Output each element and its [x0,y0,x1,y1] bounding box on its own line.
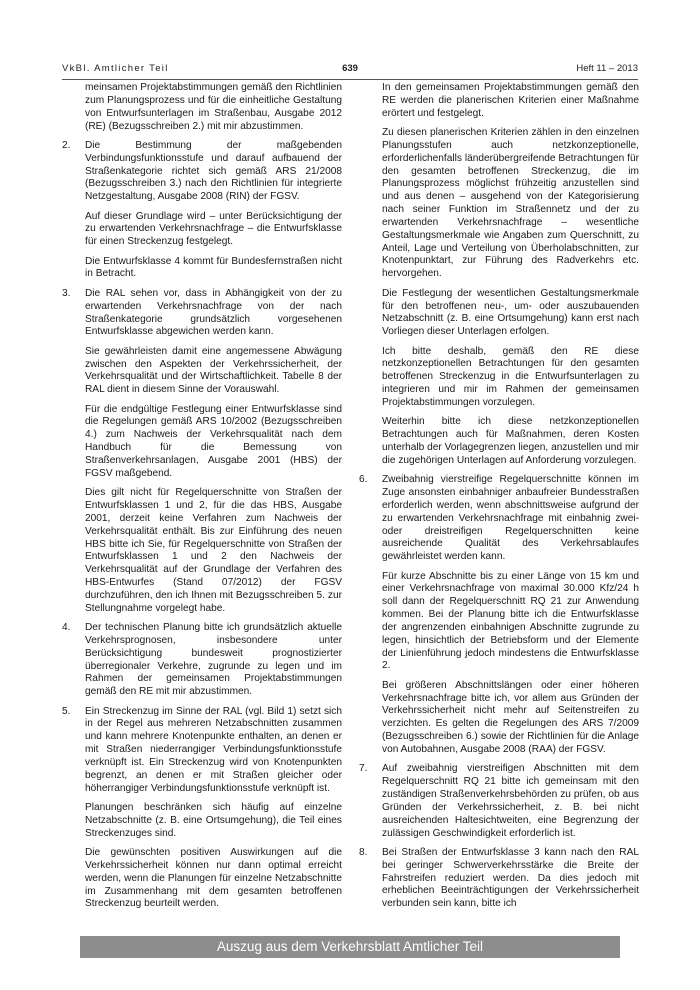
item-number: 6. [359,474,368,486]
list-item-3 [62,288,342,616]
paragraph: Planungen beschränken sich häufig auf einzelne Netzabschnitte (z. B. eine Ortsumgehung), die Teil eines Streckenzuges sind. [85,802,342,839]
right-column [359,82,639,918]
paragraph: Die RAL sehen vor, dass in Abhängigkeit von der zu erwartenden Verkehrsnachfrage von der nach Straßenkategorie grundsätzlich vorgesehenen Entwurfsklasse abgewichen werden kann. [85,287,342,338]
paragraph: Ein Streckenzug im Sinne der RAL (vgl. Bild 1) setzt sich in der Regel aus mehreren Netzabschnitten zusammen und kann mehrere Knotenpunkte enthalten, an denen er mit Straßen niederrangiger Verbindungsfunktionsstufe verknüpft ist. Ein Streckenzug wird von Knotenpunkten begrenzt, an denen er mit Straßen gleicher oder höherrangiger Verbindungsfunktionsstufe verknüpft ist. [85,705,342,794]
paragraph: Zu diesen planerischen Kriterien zählen in den einzelnen Planungsstufen auch netzkonzeptionelle, erforderlichenfalls länderübergreifende Betrachtungen für den gesamten betroffenen Streckenzug, die im Planungsprozess möglichst frühzeitig anzustellen sind und aus denen – ausgehend von der Kategorisierung nach seiner Funktion im Straßennetz und der zu erwartenden Verkehrsnachfrage – wesentliche Gestaltungsmerkmale wie Angaben zum Querschnitt, zu Anteil, Lage und Verteilung von Überholabschnitten, zur Knotenpunktart, zur Führung des Radverkehrs etc. hervorgehen. [382,127,639,280]
paragraph: Die Entwurfsklasse 4 kommt für Bundesfernstraßen nicht in Betracht. [85,255,342,280]
paragraph: Für die endgültige Festlegung einer Entwurfsklasse sind die Regelungen gemäß ARS 10/2002 (Bezugsschreiben 4.) zum Nachweis der Verkehrsqualität nach dem Handbuch für die Bemessung von Straßenverkehrsanlagen, Ausgabe 2001 (HBS) der FGSV maßgebend. [85,403,342,479]
paragraph: Bei größeren Abschnittslängen oder einer höheren Verkehrsnachfrage bitte ich, vor allem aus Gründen der Verkehrssicherheit nicht mehr auf Seitenstreifen zu verzichten. Es gelten die Regelungen des ARS 7/2009 (Bezugsschreiben 6.) sowie der Richtlinien für die Anlage von Autobahnen, Ausgabe 2008 (RAA) der FGSV. [382,679,639,755]
list-item-8 [359,847,639,911]
page-number: 639 [342,63,358,74]
item-number: 3. [62,287,71,299]
page-header [62,62,638,76]
item-number: 8. [359,846,368,858]
list-item-5 [62,706,342,912]
paragraph: Dies gilt nicht für Regelquerschnitte von Straßen der Entwurfsklassen 1 und 2, für die das HBS, Ausgabe 2001, derzeit keine Verfahren zum Nachweis der Verkehrsqualität enthält. Bis zur Einführung des neuen HBS bitte ich Sie, für Regelquerschnitte von Straßen der Entwurfsklassen 1 und 2 den Nachweis der Verkehrsqualität auf der Grundlage der Verfahren des HBS-Entwurfes (Stand 07/2012) der FGSV durchzuführen, den ich Ihnen mit Bezugsschreiben 5. zur Stellungnahme vorgelegt habe. [85,487,342,614]
paragraph: Bei Straßen der Entwurfsklasse 3 kann nach den RAL bei geringer Schwerverkehrsstärke die Breite der Fahrstreifen reduziert werden. Da dies jedoch mit erheblichen Beeinträchtigungen der Verkehrssicherheit verbunden sein kann, bitte ich [382,846,639,910]
list-item-7 [359,763,639,840]
paragraph: Der technischen Planung bitte ich grundsätzlich aktuelle Verkehrsprognosen, insbesondere unter Berücksichtigung bundesweit prognostizierter überregionaler Verkehre, zugrunde zu legen und im Rahmen der gemeinsamen Projektabstimmungen gemäß den RE mit mir abzustimmen. [85,622,342,698]
paragraph: Zweibahnig vierstreifige Regelquerschnitte können im Zuge ansonsten einbahniger anbaufreier Bundesstraßen erforderlich werden, wenn abschnittsweise aufgrund der zu erwartenden Verkehrsnachfrage mit einbahnig zwei- oder dreistreifigen Regelquerschnitten keine ausreichende Qualität des Verkehrsablaufes gewährleistet werden kann. [382,474,639,563]
paragraph: Sie gewährleisten damit eine angemessene Abwägung zwischen den Aspekten der Verkehrssicherheit, der Verkehrsqualität und der Wirtschaftlichkeit. Tabelle 8 der RAL dient in diesem Sinne der Vorauswahl. [85,345,342,396]
left-column [62,82,342,918]
item-number: 5. [62,705,71,717]
paragraph: Auf dieser Grundlage wird – unter Berücksichtigung der zu erwartenden Verkehrsnachfrage – die Entwurfsklasse für einen Streckenzug festgelegt. [85,210,342,248]
paragraph: Für kurze Abschnitte bis zu einer Länge von 15 km und einer Verkehrsnachfrage von maximal 30.000 Kfz/24 h soll dann der Regelquerschnitt RQ 21 zur Anwendung kommen. Bei der Planung bitte ich die Entwurfsklasse der angrenzenden einbahnigen Abschnitte zugrunde zu legen, hinsichtlich der Betriebsform und der Elemente der Linienführung jedoch mindestens die Entwurfsklasse 2. [382,570,639,672]
item-number: 4. [62,622,71,634]
list-item-4 [62,622,342,699]
list-item-2 [62,140,342,281]
item-number: 7. [359,763,368,775]
list-item-6 [359,474,639,757]
journal-title: VkBl. Amtlicher Teil [62,63,169,74]
paragraph: Die gewünschten positiven Auswirkungen auf die Verkehrssicherheit können nur dann optimal erreicht werden, wenn die Planungen für einzelne Netzabschnitte im Zusammenhang mit dem gesamten betroffenen Streckenzug beurteilt werden. [85,847,342,910]
issue-label: Heft 11 – 2013 [576,63,638,74]
header-divider [62,79,638,80]
paragraph: Weiterhin bitte ich diese netzkonzeptionellen Betrachtungen auch für Maßnahmen, deren Kosten unterhalb der Vorlagegrenzen liegen, anzustellen und mir die zugehörigen Unterlagen auf Anforderung vorzulegen. [382,416,639,466]
continued-paragraph: meinsamen Projektabstimmungen gemäß den Richtlinien zum Planungsprozess und für die einheitliche Gestaltung von Entwurfsunterlagen im Straßenbau, Ausgabe 2012 (RE) (Bezugsschreiben 2.) mit mir abzustimmen. [85,82,342,132]
paragraph: Auf zweibahnig vierstreifigen Abschnitten mit dem Regelquerschnitt RQ 21 bitte ich gemeinsam mit den zuständigen Straßenverkehrsbehörden zu prüfen, ob aus Gründen der Verkehrssicherheit, z. B. bei nicht ausreichenden Haltesichtweiten, eine Begrenzung der zulässigen Geschwindigkeit erforderlich ist. [382,763,639,839]
item-number: 2. [62,139,71,151]
paragraph: Ich bitte deshalb, gemäß den RE diese netzkonzeptionellen Betrachtungen für den gesamten betroffenen Streckenzug in die Entwurfsunterlagen zu integrieren und mir im Rahmen der gemeinsamen Projektabstimmungen vorzulegen. [382,345,639,408]
footer-banner: Auszug aus dem Verkehrsblatt Amtlicher Teil [80,936,620,958]
continued-paragraph: In den gemeinsamen Projektabstimmungen gemäß den RE werden die planerischen Kriterien einer Maßnahme erörtert und festgelegt. [382,82,639,119]
paragraph: Die Bestimmung der maßgebenden Verbindungsfunktionsstufe und darauf aufbauend der Straßenkategorie richtet sich gemäß ARS 21/2008 (Bezugsschreiben 3.) nach den Richtlinien für integrierte Netzgestaltung, Ausgabe 2008 (RIN) der FGSV. [85,139,342,203]
paragraph: Die Festlegung der wesentlichen Gestaltungsmerkmale für den betroffenen neu-, um- oder auszubauenden Netzabschnitt (z. B. eine Ortsumgehung) kann erst nach Vorliegen dieser Unterlagen erfolgen. [382,287,639,338]
